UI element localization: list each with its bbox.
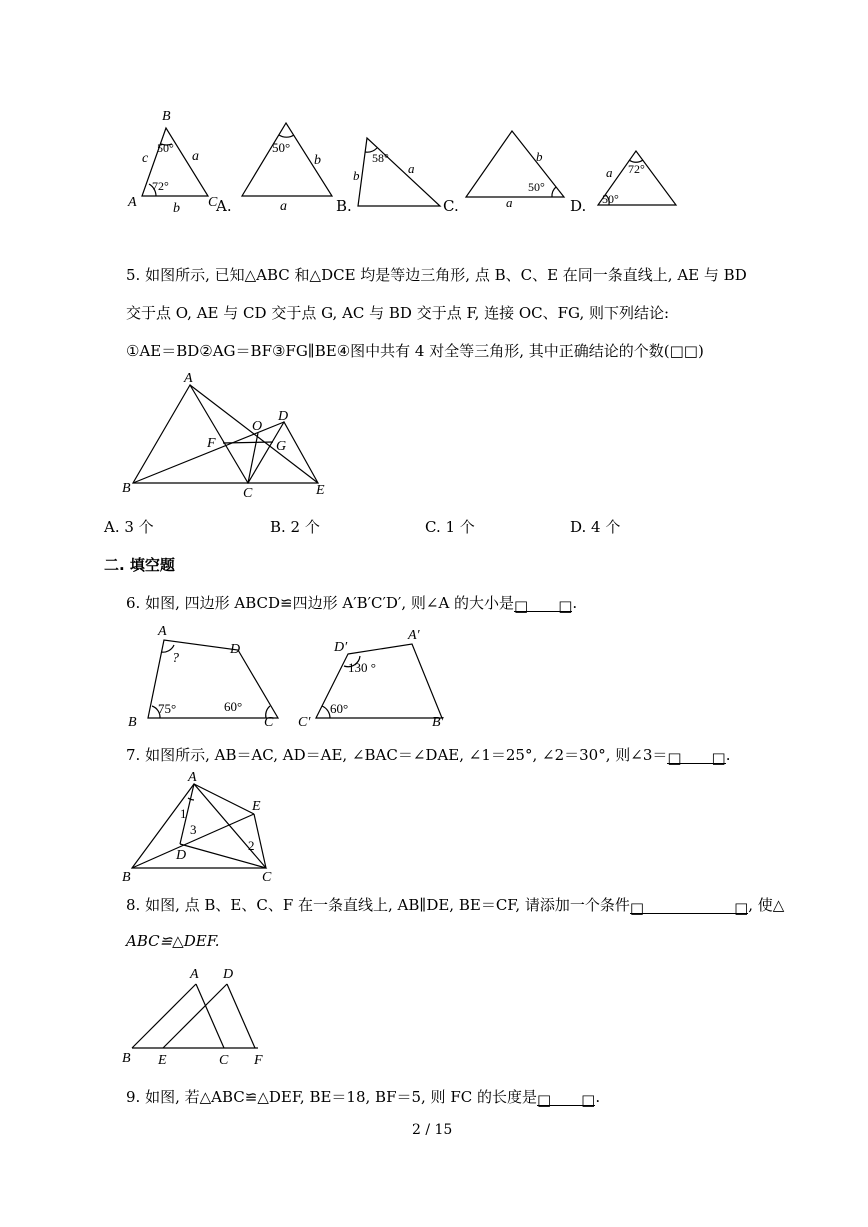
q5-point-a: A	[184, 371, 193, 386]
q8-label-d: D	[223, 967, 234, 982]
section-title: 二. 填空题	[104, 556, 175, 574]
q5-point-o: O	[252, 419, 263, 434]
q8-label-f: F	[254, 1053, 263, 1068]
q7-text	[126, 744, 731, 765]
q6-label-a: A	[158, 624, 167, 639]
q6-question: 6. 如图, 四边形 ABCD≌四边形 A′B′C′D′, 则∠A 的大小是	[126, 594, 515, 612]
q4-angle-a: 72°	[152, 179, 169, 193]
q8-question: 8. 如图, 点 B、E、C、F 在一条直线上, AB∥DE, BE＝CF, 请添加一个条件	[126, 896, 630, 914]
q4-a-angle: 50°	[272, 140, 291, 155]
q8-tail: , 使△	[748, 896, 785, 914]
q6-text	[126, 592, 577, 613]
q7-angle-3: 3	[190, 822, 197, 837]
q4-d-side-a: a	[606, 165, 613, 180]
q4-given-triangle	[118, 100, 228, 220]
q4-c-angle: 50°	[528, 180, 545, 194]
q4-option-b-label: B.	[336, 197, 352, 215]
q7-label-b: B	[122, 870, 131, 885]
q4-angle-b: 50°	[157, 141, 174, 155]
q9-tail: .	[595, 1088, 601, 1106]
q4-label-A: A	[128, 195, 137, 210]
q8-text	[126, 894, 784, 915]
q5-point-d: D	[278, 409, 289, 424]
q6-angle-60: 60°	[224, 699, 243, 714]
q7-label-c: C	[262, 870, 272, 885]
q5-line-2: 交于点 O, AE 与 CD 交于点 G, AC 与 BD 交于点 F, 连接 OC、FG, 则下列结论:	[126, 304, 670, 322]
q4-d-angle-top: 72°	[628, 162, 645, 176]
q4-a-side-a: a	[280, 199, 287, 214]
q7-label-a: A	[188, 770, 197, 785]
q5-option-b: B. 2 个	[270, 518, 320, 536]
q5-option-d: D. 4 个	[570, 518, 621, 536]
q5-point-g: G	[276, 439, 287, 454]
q8-figure	[118, 962, 278, 1072]
q7-label-d: D	[176, 848, 187, 863]
q4-b-side-a: a	[408, 161, 415, 176]
q8-label-b: B	[122, 1051, 131, 1066]
q4-label-C: C	[208, 195, 218, 210]
q6-label-d: D	[230, 642, 241, 657]
q6-answer-blank[interactable]: □ □	[514, 597, 573, 615]
q6-angle-60p: 60°	[330, 701, 349, 716]
q4-b-side-b: b	[353, 168, 360, 183]
q9-question: 9. 如图, 若△ABC≌△DEF, BE＝18, BF＝5, 则 FC 的长度是	[126, 1088, 537, 1106]
q6-angle-75: 75°	[158, 701, 177, 716]
q4-b-angle: 58°	[372, 151, 389, 165]
q6-label-cp: C′	[298, 715, 311, 730]
q5-point-e: E	[316, 483, 325, 498]
q6-label-dp: D′	[334, 640, 348, 655]
q5-point-c: C	[243, 486, 253, 501]
q8-answer-blank[interactable]: □ □	[629, 899, 749, 917]
q7-tail: .	[725, 746, 731, 764]
q7-angle-1: 1	[180, 806, 187, 821]
q4-option-a-label: A.	[216, 197, 232, 215]
q8-label-c: C	[219, 1053, 229, 1068]
q6-figure	[120, 620, 460, 730]
q4-option-d-triangle	[592, 145, 682, 215]
q4-c-side-a: a	[506, 195, 513, 210]
q6-label-c: C	[264, 715, 274, 730]
q5-option-a: A. 3 个	[104, 518, 154, 536]
q7-label-e: E	[252, 799, 261, 814]
q7-angle-2: 2	[248, 838, 255, 853]
q6-angle-130: 130 °	[348, 660, 376, 675]
q6-label-bp: B′	[432, 715, 444, 730]
q4-option-c-triangle	[462, 125, 572, 215]
q5-point-b: B	[122, 481, 131, 496]
q4-label-B: B	[162, 109, 171, 124]
q4-option-d-label: D.	[570, 197, 587, 215]
q4-side-a: a	[192, 149, 199, 164]
q8-line-2: ABC≌△DEF.	[126, 932, 220, 950]
q5-line-3: ①AE＝BD②AG＝BF③FG∥BE④图中共有 4 对全等三角形, 其中正确结论的个数(□□)	[126, 342, 704, 360]
q4-c-side-b: b	[536, 149, 543, 164]
q6-tail: .	[572, 594, 578, 612]
q5-point-f: F	[207, 436, 216, 451]
q7-question: 7. 如图所示, AB＝AC, AD＝AE, ∠BAC＝∠DAE, ∠1＝25°, ∠2＝30°, 则∠3＝	[126, 746, 668, 764]
q5-option-c: C. 1 个	[425, 518, 475, 536]
q7-figure	[118, 768, 288, 888]
q8-label-e: E	[158, 1053, 167, 1068]
q5-line-1: 5. 如图所示, 已知△ABC 和△DCE 均是等边三角形, 点 B、C、E 在同一条直线上, AE 与 BD	[126, 266, 747, 284]
q4-d-angle-left: 50°	[602, 192, 619, 206]
q6-label-ap: A′	[408, 628, 420, 643]
q7-answer-blank[interactable]: □ □	[667, 749, 726, 767]
q4-option-c-label: C.	[443, 197, 459, 215]
q8-label-a: A	[190, 967, 199, 982]
q9-answer-blank[interactable]: □ □	[536, 1091, 596, 1109]
q6-question-mark: ?	[172, 651, 179, 666]
q6-label-b: B	[128, 715, 137, 730]
q9-text	[126, 1086, 600, 1107]
q4-side-c: c	[142, 151, 149, 166]
q5-figure	[118, 368, 348, 503]
q4-a-side-b: b	[314, 153, 321, 168]
q4-option-a-triangle	[238, 118, 338, 213]
q4-side-b: b	[173, 201, 180, 216]
page-number: 2 / 15	[412, 1122, 453, 1138]
q4-option-b-triangle	[350, 130, 445, 215]
